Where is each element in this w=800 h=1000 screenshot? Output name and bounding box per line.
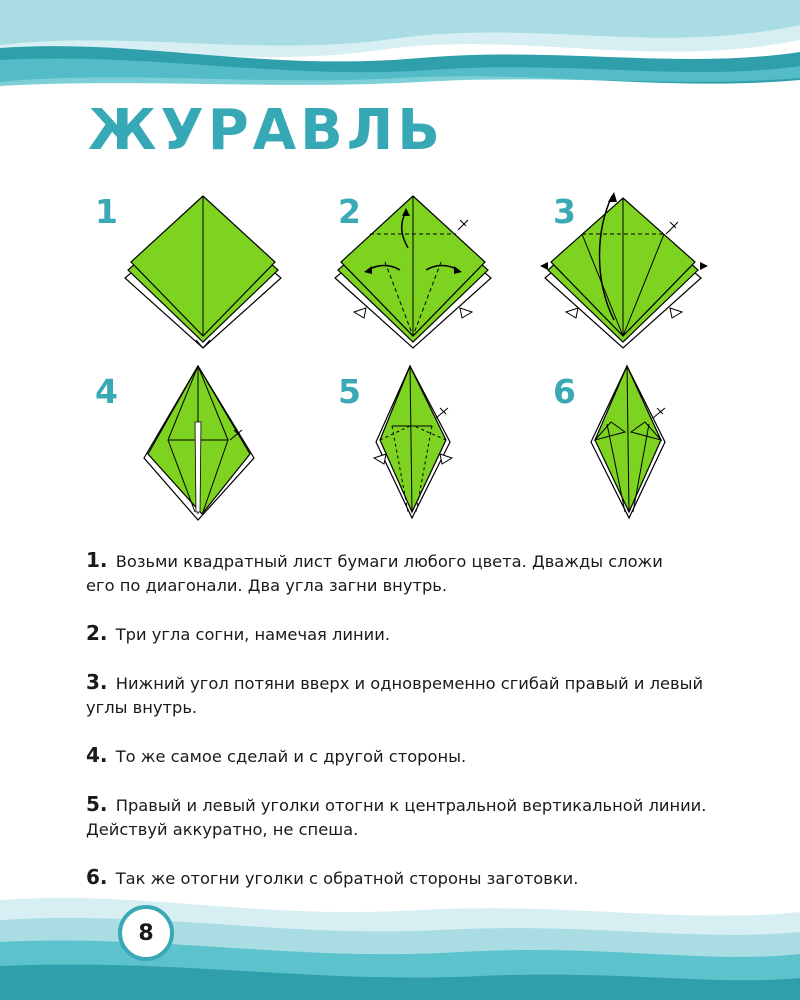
- step-number-4: 4: [95, 372, 118, 411]
- instruction-number: 2.: [86, 621, 108, 645]
- instruction-text: Нижний угол потяни вверх и одновременно сгибай правый и левый углы внутрь.: [86, 674, 704, 717]
- instruction-text: То же самое сделай и с другой стороны.: [115, 747, 467, 766]
- instruction-number: 3.: [86, 670, 108, 694]
- kite-shape-icon: [140, 362, 265, 522]
- instruction-6: [86, 865, 746, 891]
- step-number-1: 1: [95, 192, 118, 231]
- page-number-badge: 8: [118, 905, 174, 961]
- crease-lines-diamond-icon: [330, 190, 500, 350]
- instruction-number: 1.: [86, 548, 108, 572]
- narrow-kite-back-fold-icon: [585, 362, 675, 522]
- page-title: ЖУРАВЛЬ: [88, 98, 444, 163]
- petal-fold-diamond-icon: [538, 190, 713, 350]
- instruction-text: Возьми квадратный лист бумаги любого цвета. Дважды сложи его по диагонали. Два угла загни внутрь.: [86, 552, 663, 595]
- step-number-6: 6: [553, 372, 576, 411]
- step-number-5: 5: [338, 372, 361, 411]
- instruction-5: [86, 792, 716, 842]
- instruction-text: Правый и левый уголки отогни к центральной вертикальной линии. Действуй аккуратно, не спеша.: [86, 796, 707, 839]
- step-number-3: 3: [553, 192, 576, 231]
- instruction-number: 5.: [86, 792, 108, 816]
- top-wave-decoration: [0, 0, 800, 90]
- instruction-number: 4.: [86, 743, 108, 767]
- instructions-list: [86, 548, 746, 914]
- instruction-text: Три угла согни, намечая линии.: [115, 625, 390, 644]
- instruction-3: [86, 670, 746, 720]
- instruction-text: Так же отогни уголки с обратной стороны заготовки.: [115, 869, 579, 888]
- instruction-number: 6.: [86, 865, 108, 889]
- step-number-2: 2: [338, 192, 361, 231]
- narrow-kite-fold-icon: [370, 362, 460, 522]
- instruction-2: [86, 621, 746, 647]
- instruction-1: [86, 548, 676, 598]
- folded-square-diamond-icon: [118, 190, 288, 350]
- instruction-4: [86, 743, 746, 769]
